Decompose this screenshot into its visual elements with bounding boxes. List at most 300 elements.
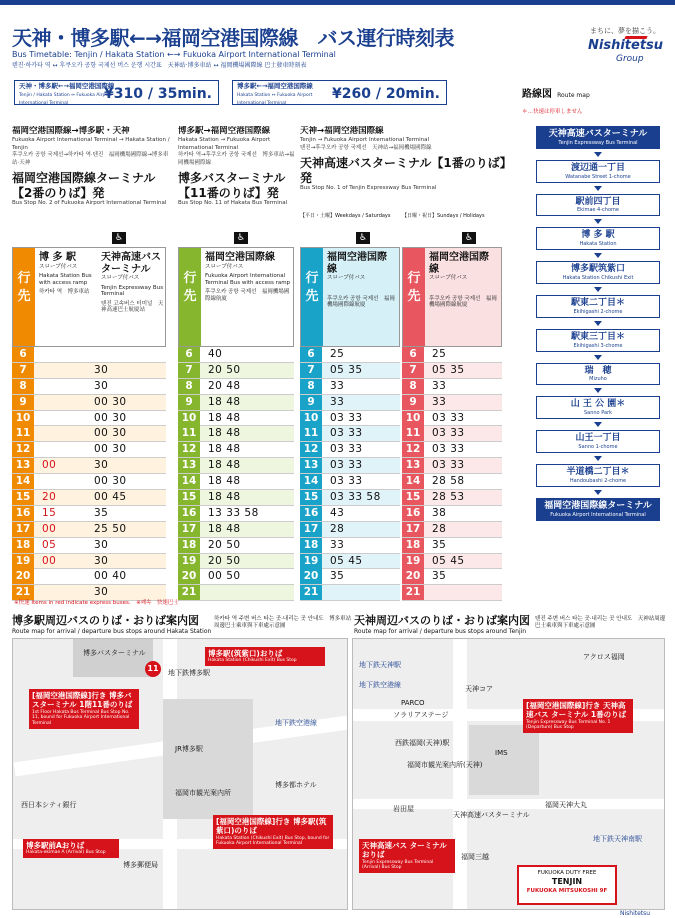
minutes-cell: 25: [330, 348, 345, 360]
destination-header-weekday: [300, 247, 400, 347]
timetable-row: [300, 347, 400, 363]
fare-box: [14, 80, 219, 105]
section-stop-en: Bus Stop No. 2 of Fukuoka Airport International Terminal: [12, 199, 167, 206]
timetable-row: [178, 538, 294, 554]
route-stop: [536, 329, 660, 352]
route-arrow-icon: [594, 253, 602, 258]
minutes-cell: 30: [94, 363, 109, 376]
section-route: 福岡空港国際線→博多駅・天神: [12, 126, 130, 136]
section-route: 天神→福岡空港国際線: [300, 126, 384, 136]
route-stop-name: 山 王 公 園＊: [570, 399, 626, 410]
map-label: 博多都ホテル: [275, 781, 317, 789]
map-label: 博多郵便局: [123, 861, 158, 869]
minutes-cell: 35: [330, 570, 345, 583]
map-label: IMS: [495, 749, 508, 757]
route-arrow-icon: [594, 287, 602, 292]
hour-cell: 13: [300, 458, 322, 473]
route-stop-sub: Ekihigashi 2-chome: [573, 308, 623, 315]
timetable-row: [402, 474, 502, 490]
fare-price: ¥260 / 20min.: [332, 86, 440, 102]
destination-1-local: 후쿠오카 공항 국제선 福岡機場國際線航廈: [205, 289, 290, 302]
hour-cell: 18: [402, 538, 424, 553]
route-stop: [536, 227, 660, 250]
timetable-row: [402, 458, 502, 474]
hour-cell: 8: [178, 379, 200, 394]
minutes-cell: 18 48: [208, 411, 241, 424]
destination-label-column: [179, 248, 201, 346]
minutes-cell: 05 45: [432, 554, 465, 567]
route-stop: [536, 430, 660, 453]
hour-cell: 11: [300, 426, 322, 441]
map-label: アクロス福岡: [583, 653, 625, 661]
minutes-cell: 18 48: [208, 395, 241, 408]
destination-1-en: Hakata Station Bus with access ramp: [39, 273, 92, 286]
section-route-en: Tenjin → Fukuoka Airport International Terminal: [300, 137, 430, 144]
map-label: 天神高速バスターミナル: [453, 811, 530, 819]
route-arrow-icon: [594, 422, 602, 427]
hour-cell: 14: [12, 474, 34, 489]
route-stop-name: 駅前四丁目: [575, 196, 621, 207]
fare-route: 博多駅←→福岡空港国際線: [237, 82, 313, 90]
destination-2-sub: スロープ付バス: [101, 275, 140, 281]
minutes-cell: 25: [432, 348, 447, 360]
hour-cell: 12: [402, 442, 424, 457]
top-bar: [0, 0, 675, 5]
route-stop-sub: Watanabe Street 1-chome: [565, 173, 631, 180]
hour-cell: 10: [178, 411, 200, 426]
tagline: まちに、夢を描こう。: [590, 27, 660, 35]
route-stop-name: 福岡空港国際線ターミナル: [544, 500, 652, 511]
timetable-row: [178, 458, 294, 474]
hour-cell: 19: [300, 554, 322, 569]
destination-sub: スロープ付バス: [429, 275, 468, 281]
section-route-en: Fukuoka Airport International Terminal → Hakata Station / Tenjin: [12, 137, 170, 151]
wheelchair-icon: ♿: [356, 232, 370, 244]
destination-2-en: Tenjin Expressway Bus Terminal: [101, 284, 164, 298]
minutes-cell: 30: [94, 379, 109, 392]
minutes-cell: 05: [42, 538, 57, 551]
fare-route-en: Hakata Station ↔ Fukuoka Airport International Terminal: [237, 92, 313, 106]
destination-1-sub: スロープ付バス: [39, 263, 78, 270]
hour-cell: 18: [178, 538, 200, 553]
map-label: 福岡三越: [461, 853, 489, 861]
destination-1-name: 博 多 駅: [39, 252, 76, 263]
hour-cell: 11: [12, 426, 34, 441]
timetable-row: [12, 395, 166, 411]
timetable-row: [178, 395, 294, 411]
timetable-row: [300, 474, 400, 490]
timetable-row: [12, 554, 166, 570]
map-station-building: [163, 699, 253, 819]
footer-logo: Nishitetsu: [620, 910, 651, 917]
section-header: [300, 126, 515, 226]
minutes-cell: 18 48: [208, 459, 241, 472]
minutes-cell: 03 33 58: [330, 491, 381, 504]
destination-name: 福岡空港国際線: [429, 252, 489, 275]
minutes-cell: 18 48: [208, 522, 241, 535]
route-stop-sub: Ekimae 4-chome: [577, 207, 619, 214]
route-arrow-icon: [594, 186, 602, 191]
timetable-row: [12, 442, 166, 458]
map-2-title-en: Route map for arrival / departure bus stops around Tenjin: [354, 628, 527, 635]
route-stop-sub: Fukuoka Airport International Terminal: [550, 511, 646, 518]
timetable-row: [300, 506, 400, 522]
hour-cell: 16: [178, 506, 200, 521]
destination-2-name: 天神高速バスターミナル: [101, 252, 161, 275]
destination-holiday: [425, 248, 501, 346]
destination-label: 行先: [183, 271, 197, 304]
timetable-row: [12, 538, 166, 554]
destination-header: [12, 247, 166, 347]
minutes-cell: 33: [330, 379, 345, 392]
route-stop-name: 天神高速バスターミナル: [548, 129, 648, 139]
minutes-cell: 33: [432, 395, 447, 408]
timetable-row: [300, 490, 400, 506]
timetable-row: [402, 411, 502, 427]
route-stop: [536, 261, 660, 284]
hour-cell: 9: [300, 395, 322, 410]
hour-cell: 21: [402, 585, 424, 600]
hour-cell: 17: [300, 522, 322, 537]
minutes-cell: 00: [42, 554, 57, 567]
timetable-row: [402, 426, 502, 442]
timetable-row: [12, 506, 166, 522]
destination-1-en: Fukuoka Airport International Terminal Bus with access ramp: [205, 273, 291, 286]
minutes-cell: 15: [42, 506, 57, 519]
hour-cell: 14: [178, 474, 200, 489]
minutes-cell: 20 50: [208, 538, 241, 551]
route-stop-name: 山王一丁目: [575, 433, 621, 444]
weekday-label: 【平日・土曜】Weekdays / Saturdays: [300, 213, 391, 219]
map-label: 西日本シティ銀行: [21, 801, 77, 809]
minutes-cell: 00 30: [94, 395, 127, 408]
section-stop: 天神高速バスターミナル【1番のりば】発: [300, 156, 512, 185]
minutes-cell: 05 35: [330, 363, 363, 376]
hour-cell: 20: [178, 569, 200, 584]
hour-cell: 18: [12, 538, 34, 553]
route-map-title: 路線図: [522, 89, 552, 100]
fare-box: [232, 80, 447, 105]
timetable-row: [402, 585, 502, 601]
minutes-cell: 03 33: [330, 411, 363, 424]
duty-free-line3: FUKUOKA MITSUKOSHI 9F: [526, 887, 608, 894]
callout-hakata-departure: [福岡空港国際線]行き 博多バスターミナル 1階11番のりば 1st Floor Hakata Bus Terminal Bus Stop No. 11, bound for Fukuoka Airport International Terminal: [29, 689, 139, 729]
fare-route: 天神・博多駅←→福岡空港国際線: [19, 82, 115, 90]
callout-tenjin-departure: [福岡空港国際線]行き 天神高速バス ターミナル 1番のりば Tenjin Expressway Bus Terminal No. 1 (Departure) Bus Stop: [523, 699, 633, 733]
map-label: 地下鉄博多駅: [168, 669, 210, 677]
minutes-cell: 33: [330, 538, 345, 551]
section-header: [178, 126, 298, 226]
route-stop: [536, 160, 660, 183]
minutes-cell: 40: [208, 348, 223, 360]
company-logo: Nishitetsu: [588, 38, 664, 53]
duty-free-line1: FUKUOKA DUTY FREE: [537, 870, 597, 876]
route-stop-sub: Mizuho: [589, 376, 607, 383]
map-road: [453, 639, 467, 910]
company-logo-group: Group: [616, 54, 644, 64]
timetable-row: [300, 538, 400, 554]
hour-cell: 17: [178, 522, 200, 537]
route-map-header: [522, 82, 667, 115]
page-title: 天神・博多駅←→福岡空港国際線 バス運行時刻表: [12, 26, 455, 50]
map-1-title-local: 하카타 역 주변 버스 타는 곳·내리는 곳 안내도 博多車站周邊巴士乘車與下車處示意圖: [214, 616, 352, 630]
minutes-cell: 30: [94, 554, 109, 567]
destination-label: 行先: [407, 271, 421, 304]
map-hakata: [12, 638, 348, 910]
section-route-local: 하카타 역→후쿠오카 공항 국제선 博多車站→福岡機場國際線: [178, 152, 295, 166]
minutes-cell: 28: [330, 522, 345, 535]
timetable-row: [402, 538, 502, 554]
route-stop-sub: Ekihigashi 3-chome: [573, 342, 623, 349]
map-label: ソラリアステージ: [393, 711, 449, 719]
destination-header: [178, 247, 294, 347]
hour-cell: 20: [12, 569, 34, 584]
destination-label-column: [403, 248, 425, 346]
timetable-row: [300, 442, 400, 458]
route-stop-name: 博 多 駅: [581, 230, 615, 241]
hour-cell: 13: [12, 458, 34, 473]
minutes-cell: 35: [432, 570, 447, 583]
destination-label-column: [301, 248, 323, 346]
map-label: PARCO: [401, 699, 425, 707]
minutes-cell: 28 58: [432, 475, 465, 488]
hour-cell: 12: [12, 442, 34, 457]
timetable-row: [300, 395, 400, 411]
map-2-title-local: 텐진 주변 버스 타는 곳·내리는 곳 안내도 天神站周邊巴士乘車與下車處示意圖: [535, 616, 666, 630]
hour-cell: 7: [300, 363, 322, 378]
timetable-row: [178, 363, 294, 379]
minutes-cell: 05 45: [330, 554, 363, 567]
hour-cell: 7: [178, 363, 200, 378]
timetable-row: [402, 554, 502, 570]
timetable-row: [12, 379, 166, 395]
timetable-row: [178, 474, 294, 490]
callout-chikushi-arrival: 博多駅(筑紫口)おりば Hakata Station (Chikushi Exit) Bus Stop: [205, 647, 325, 666]
timetable-row: [12, 569, 166, 585]
hour-cell: 16: [402, 506, 424, 521]
destination-1: [39, 252, 97, 296]
fare-price: ¥310 / 35min.: [104, 86, 212, 102]
route-stop: [536, 396, 660, 419]
timetable-row: [178, 522, 294, 538]
hour-cell: 21: [12, 585, 34, 600]
minutes-cell: 00 30: [94, 443, 127, 456]
route-map-stops: [536, 126, 660, 521]
hour-cell: 14: [402, 474, 424, 489]
section-route-en: Hakata Station → Fukuoka Airport International Terminal: [178, 137, 271, 151]
minutes-cell: 00 45: [94, 491, 127, 504]
section-route-local: 후쿠오카 공항 국제선→하카타 역·텐진 福岡機場國際線→博多車站·天神: [12, 152, 169, 166]
hour-cell: 8: [12, 379, 34, 394]
route-stop: [536, 498, 660, 521]
hour-cell: 15: [300, 490, 322, 505]
hour-cell: 8: [402, 379, 424, 394]
timetable-row: [300, 426, 400, 442]
hour-cell: 11: [178, 426, 200, 441]
destination-2-local: 텐진 고속버스 터미널 天神高速巴士航廈站: [101, 300, 164, 314]
hour-cell: 7: [402, 363, 424, 378]
minutes-cell: 30: [94, 538, 109, 551]
hour-cell: 10: [300, 411, 322, 426]
route-stop: [536, 194, 660, 217]
timetable-row: [300, 411, 400, 427]
minutes-cell: 43: [330, 506, 345, 519]
section-stop: 福岡空港国際線ターミナル【2番のりば】発: [12, 171, 156, 200]
route-arrow-icon: [594, 456, 602, 461]
hour-cell: 12: [300, 442, 322, 457]
hour-cell: 6: [402, 347, 424, 362]
hour-cell: 12: [178, 442, 200, 457]
minutes-cell: 03 33: [432, 427, 465, 440]
timetable-row: [12, 411, 166, 427]
route-stop-sub: Hakata Station Chikushi Exit: [562, 274, 634, 281]
timetable-row: [300, 585, 400, 601]
timetable-row: [300, 554, 400, 570]
hour-cell: 9: [178, 395, 200, 410]
minutes-cell: 35: [432, 538, 447, 551]
section-stop-en: Bus Stop No. 1 of Tenjin Expressway Bus Terminal: [300, 185, 437, 192]
minutes-cell: 00 30: [94, 475, 127, 488]
hour-cell: 21: [178, 585, 200, 600]
timetable-row: [178, 426, 294, 442]
minutes-cell: 00: [42, 459, 57, 472]
map-label: 地下鉄空港線: [359, 681, 401, 689]
timetable-row: [12, 474, 166, 490]
minutes-cell: 35: [94, 506, 109, 519]
minutes-cell: 20 50: [208, 363, 241, 376]
destination-1: [205, 252, 291, 302]
hour-cell: 20: [300, 569, 322, 584]
timetable-row: [178, 347, 294, 363]
destination-weekday: [323, 248, 399, 346]
hour-cell: 6: [178, 347, 200, 362]
section-route-local: 텐진→후쿠오카 공항 국제선 天神站→福岡機場國際線: [300, 144, 432, 151]
map-building: [73, 639, 153, 677]
fare-route-en: Tenjin / Hakata Station ↔ Fukuoka Airport International Terminal: [19, 92, 112, 106]
timetable-row: [12, 363, 166, 379]
hour-cell: 10: [402, 411, 424, 426]
hour-cell: 9: [402, 395, 424, 410]
map-1-title-en: Route map for arrival / departure bus stops around Hakata Station: [12, 628, 212, 635]
minutes-cell: 33: [432, 379, 447, 392]
minutes-cell: 05 35: [432, 363, 465, 376]
section-stop-en: Bus Stop No. 11 of Hakata Bus Terminal: [178, 199, 288, 206]
minutes-cell: 03 33: [432, 443, 465, 456]
timetable-row: [402, 363, 502, 379]
timetable-weekday: [300, 347, 400, 601]
timetable-row: [402, 379, 502, 395]
minutes-cell: 25 50: [94, 522, 127, 535]
route-stop-sub: Handoubashi 2-chome: [569, 477, 627, 484]
hour-cell: 14: [300, 474, 322, 489]
hour-cell: 11: [402, 426, 424, 441]
map-label: 福岡天神大丸: [545, 801, 587, 809]
timetable-row: [12, 458, 166, 474]
timetable-holiday: [402, 347, 502, 601]
hour-cell: 16: [300, 506, 322, 521]
minutes-cell: 18 48: [208, 443, 241, 456]
timetable-row: [300, 569, 400, 585]
timetable-row: [178, 490, 294, 506]
duty-free-line2: TENJIN: [551, 877, 583, 887]
hour-cell: 13: [402, 458, 424, 473]
timetable-row: [402, 490, 502, 506]
minutes-cell: 03 33: [432, 411, 465, 424]
hour-cell: 15: [12, 490, 34, 505]
section-stop: 博多バスターミナル【11番のりば】発: [178, 171, 286, 200]
minutes-cell: 00 50: [208, 570, 241, 583]
wheelchair-icon: ♿: [462, 232, 476, 244]
timetable-row: [178, 569, 294, 585]
timetable-row: [300, 522, 400, 538]
map-label: 天神コア: [465, 685, 493, 693]
map-2-title: 天神周辺バスのりば・おりば案内図: [354, 614, 530, 627]
route-stop: [536, 464, 660, 487]
minutes-cell: 00 30: [94, 427, 127, 440]
timetable-row: [12, 522, 166, 538]
minutes-cell: 38: [432, 506, 447, 519]
destination-2: [101, 252, 165, 314]
section-header: [12, 126, 172, 226]
map-label: 地下鉄天神駅: [359, 661, 401, 669]
hour-cell: 16: [12, 506, 34, 521]
minutes-cell: 20 50: [208, 554, 241, 567]
minutes-cell: 30: [94, 586, 109, 599]
map-label: 岩田屋: [393, 805, 414, 813]
callout-chikushi-departure: [福岡空港国際線]行き 博多駅(筑紫口)のりば Hakata Station (Chikushi Exit) Bus Stop, bound for Fukuoka Airport International Terminal: [213, 815, 333, 849]
hour-cell: 6: [300, 347, 322, 362]
destination-name: 福岡空港国際線: [327, 252, 387, 275]
minutes-cell: 18 48: [208, 491, 241, 504]
map-label: 博多バスターミナル: [83, 649, 146, 657]
page-subtitle-en: Bus Timetable: Tenjin / Hakata Station ←→ Fukuoka Airport International Terminal: [12, 50, 336, 59]
stop-number-badge: 11: [145, 661, 161, 677]
hour-cell: 9: [12, 395, 34, 410]
timetable-row: [402, 506, 502, 522]
route-arrow-icon: [594, 219, 602, 224]
timetable-row: [402, 442, 502, 458]
page-subtitle-local: 텐진·하카타 역 ↔ 후쿠오카 공항 국제선 버스 운행 시간표 天神站·博多車站 ↔ 福岡機場國際線 巴士發車時刻表: [12, 62, 307, 69]
minutes-cell: 28 53: [432, 491, 465, 504]
map-label: 地下鉄空港線: [275, 719, 317, 727]
callout-ekimae-arrival: 博多駅前Aおりば Hakata-ekimae A (Arrival) Bus Stop: [23, 839, 119, 858]
timetable-row: [178, 506, 294, 522]
destination-local: 후쿠오카 공항 국제선 福岡機場國際線航廈: [327, 295, 395, 309]
destination-header-holiday: [402, 247, 502, 347]
minutes-cell: 03 33: [330, 427, 363, 440]
route-arrow-icon: [594, 388, 602, 393]
hour-cell: 13: [178, 458, 200, 473]
hour-cell: 15: [178, 490, 200, 505]
destination-label: 行先: [305, 271, 319, 304]
minutes-cell: 03 33: [330, 475, 363, 488]
map-label: 地下鉄天神南駅: [593, 835, 642, 843]
hour-cell: 18: [300, 538, 322, 553]
minutes-cell: 30: [94, 459, 109, 472]
hour-cell: 19: [178, 554, 200, 569]
hour-cell: 8: [300, 379, 322, 394]
route-arrow-icon: [594, 490, 602, 495]
map-tenjin: [352, 638, 665, 910]
route-stop-sub: Sanno Park: [583, 410, 613, 417]
destination-1-sub: スロープ付バス: [205, 263, 244, 270]
timetable-section-1: [12, 347, 166, 601]
minutes-cell: 03 33: [330, 459, 363, 472]
route-arrow-icon: [594, 355, 602, 360]
minutes-cell: 00 40: [94, 570, 127, 583]
route-stop: [536, 295, 660, 318]
minutes-cell: 20 48: [208, 379, 241, 392]
